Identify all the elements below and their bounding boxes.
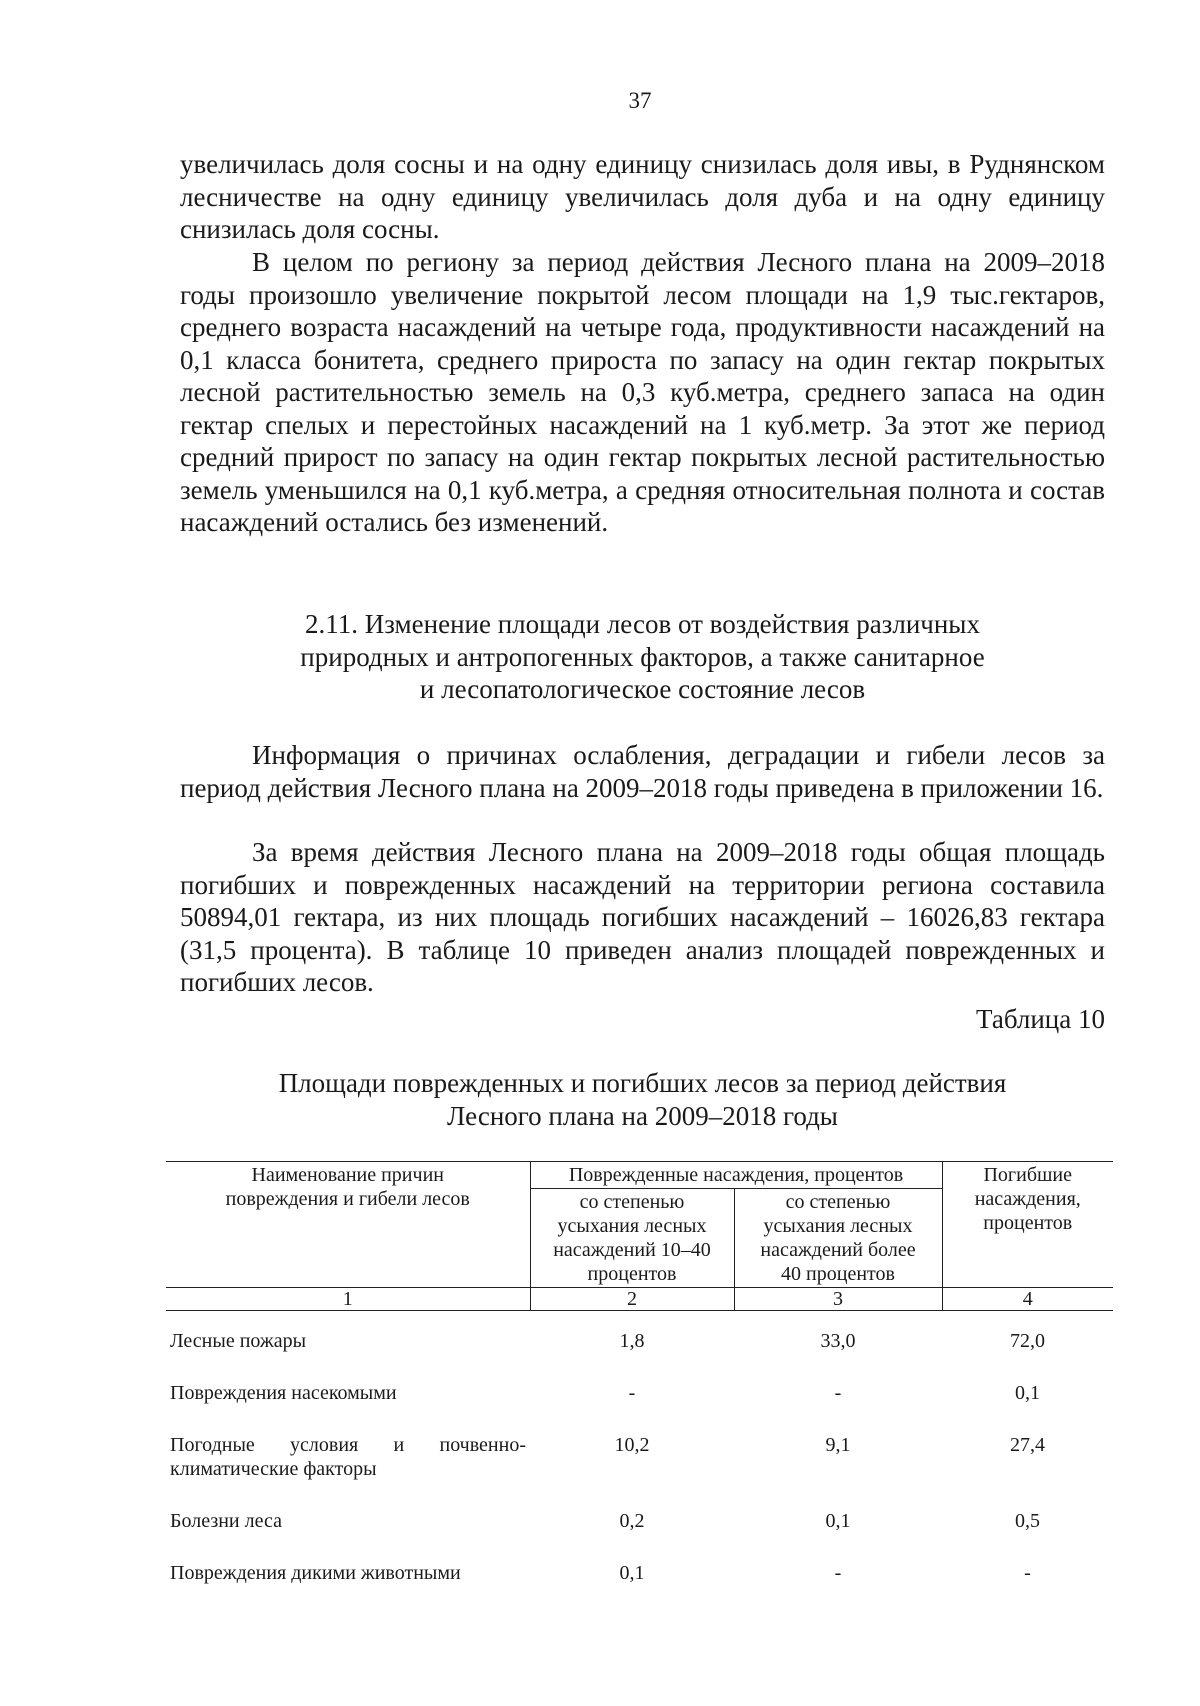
- section-heading: [180, 608, 1105, 706]
- row-dead: 0,1: [1015, 1382, 1040, 1404]
- header-dead: Погибшие насаждения, процентов: [942, 1162, 1113, 1288]
- paragraph-2-text: В целом по региону за период действия Лесного плана на 2009–2018 годы произошло увеличение покрытой лесом площади на 1,9 тыс.гектаров, среднего возраста насаждений на четыре года, продуктивности насаждений на 0,1 класса бонитета, среднего прироста по запасу на один гектар покрытых лесной растительностью земель на 0,3 куб.метра, среднего запаса на один гектар спелых и перестойных насаждений на 1 куб.метр. За этот же период средний прирост по запасу на один гектар покрытых лесной растительностью земель уменьшился на 0,1 куб.метра, а средняя относительная полнота и состав насаждений остались без изменений.: [180, 247, 1105, 537]
- row-cause: Повреждения насекомыми: [170, 1382, 397, 1404]
- table-row: [166, 1415, 1113, 1491]
- row-dead: 0,5: [1015, 1510, 1040, 1532]
- row-damaged-10-40: 10,2: [614, 1434, 650, 1456]
- row-damaged-over-40: 0,1: [825, 1510, 851, 1532]
- column-number-row: [166, 1288, 1113, 1311]
- column-number: 2: [530, 1288, 734, 1311]
- row-damaged-over-40: -: [834, 1382, 842, 1404]
- column-number: 4: [942, 1288, 1113, 1311]
- paragraph-area-totals: [180, 836, 1105, 999]
- paragraph-summary: [180, 246, 1105, 539]
- row-dead: -: [1024, 1562, 1031, 1584]
- paragraph-continuation: [180, 148, 1105, 246]
- row-damaged-10-40: -: [628, 1382, 636, 1404]
- paragraph-4-text: За время действия Лесного плана на 2009–2018 годы общая площадь погибших и поврежденных насаждений на территории региона составила 50894,01 гектара, из них площадь погибших насаждений – 16026,83 гектара (31,5 процента). В таблице 10 приведен анализ площадей поврежденных и погибших лесов.: [180, 837, 1105, 997]
- table-row: [166, 1311, 1113, 1364]
- paragraph-appendix-reference: [180, 739, 1105, 804]
- row-damaged-over-40: 9,1: [825, 1434, 851, 1456]
- row-damaged-10-40: 0,1: [619, 1562, 645, 1584]
- damage-table: [166, 1161, 1113, 1595]
- row-dead: 27,4: [1010, 1434, 1045, 1456]
- section-heading-line-1: 2.11. Изменение площади лесов от воздействия различных: [305, 609, 980, 639]
- header-cause: Наименование причин повреждения и гибели лесов: [166, 1162, 530, 1288]
- page-number: 37: [628, 88, 652, 113]
- row-damaged-over-40: -: [834, 1562, 842, 1584]
- row-damaged-10-40: 0,2: [619, 1510, 645, 1532]
- row-dead: 72,0: [1010, 1330, 1045, 1352]
- table-label: Таблица 10: [976, 1004, 1105, 1034]
- header-damaged-over-40: со степенью усыхания лесных насаждений более 40 процентов: [734, 1189, 942, 1288]
- row-cause: Повреждения дикими животными: [170, 1562, 461, 1584]
- row-cause: Болезни леса: [170, 1510, 282, 1532]
- header-damaged-10-40: со степенью усыхания лесных насаждений 10–40 процентов: [530, 1189, 734, 1288]
- row-cause: Погодные условия и почвенно-климатические факторы: [170, 1434, 526, 1480]
- paragraph-1-text: увеличилась доля сосны и на одну единицу снизилась доля ивы, в Руднянском лесничестве на одну единицу увеличилась доля дуба и на одну единицу снизилась доля сосны.: [180, 149, 1105, 244]
- table-row: [166, 1491, 1113, 1543]
- column-number: 3: [734, 1288, 942, 1311]
- table-title-line-1: Площади поврежденных и погибших лесов за период действия: [278, 1068, 1007, 1098]
- table-row: [166, 1363, 1113, 1415]
- table-title-line-2: Лесного плана на 2009–2018 годы: [447, 1100, 838, 1131]
- column-number: 1: [166, 1288, 530, 1311]
- table-row: [166, 1543, 1113, 1595]
- section-heading-line-2: природных и антропогенных факторов, а также санитарное: [300, 641, 985, 672]
- header-damaged: Поврежденные насаждения, процентов: [530, 1162, 942, 1189]
- row-damaged-over-40: 33,0: [820, 1330, 856, 1352]
- row-damaged-10-40: 1,8: [619, 1330, 645, 1352]
- section-heading-line-3: и лесопатологическое состояние лесов: [419, 674, 866, 704]
- row-cause: Лесные пожары: [170, 1330, 307, 1352]
- paragraph-3-text: Информация о причинах ослабления, деградации и гибели лесов за период действия Лесного плана на 2009–2018 годы приведена в приложении 16.: [180, 740, 1105, 803]
- table-title: [180, 1067, 1105, 1132]
